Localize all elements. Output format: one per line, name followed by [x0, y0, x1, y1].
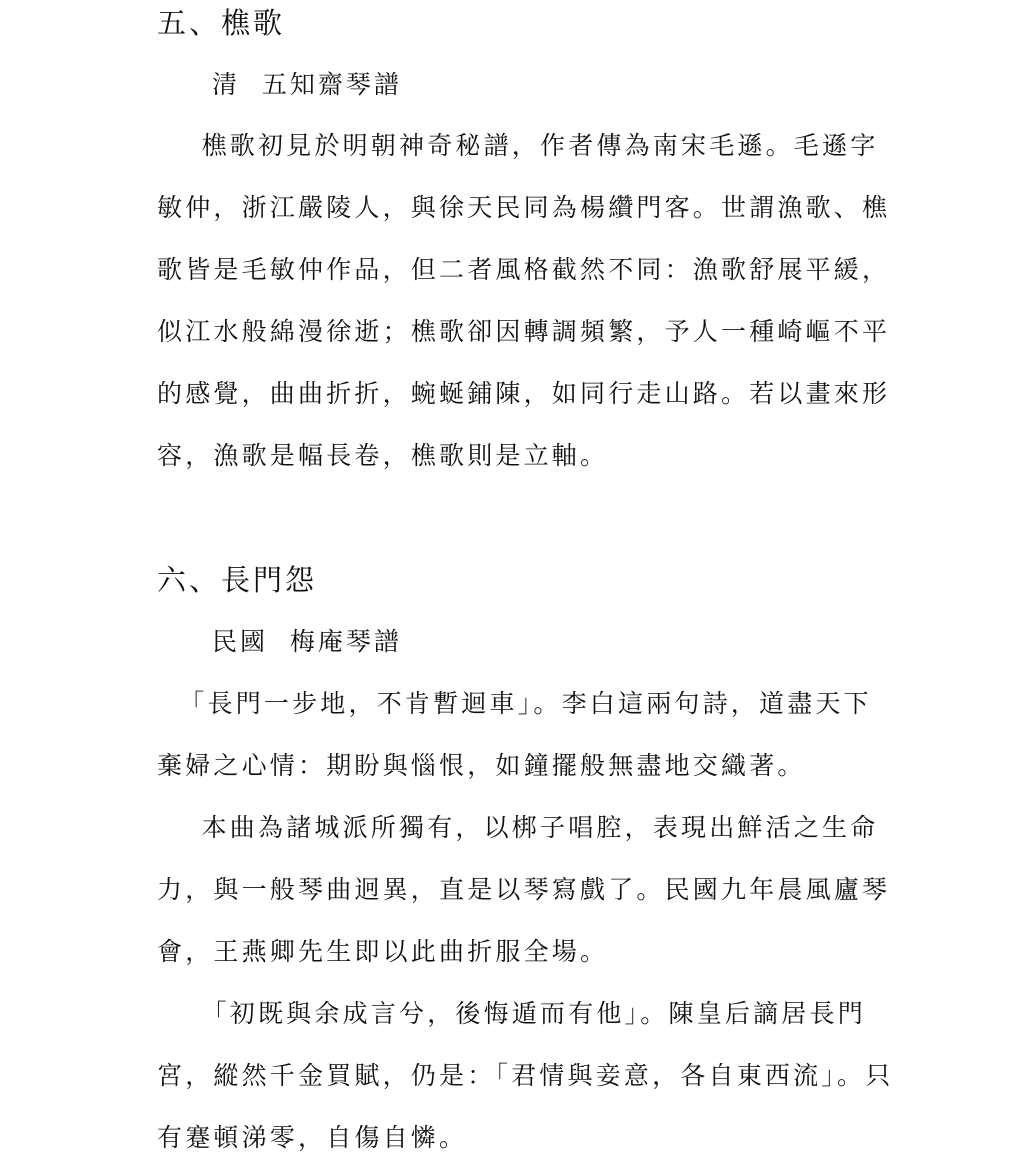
paragraph-line: 歌皆是毛敏仲作品，但二者風格截然不同：漁歌舒展平緩， [157, 255, 891, 284]
paragraph-line: 樵歌初見於明朝神奇秘譜，作者傳為南宋毛遜。毛遜字 [157, 131, 879, 160]
paragraph-line: 會，王燕卿先生即以此曲折服全場。 [157, 937, 609, 966]
paragraph-line: 有蹇頓涕零，自傷自憐。 [157, 1123, 468, 1152]
section-heading-qiaoge: 五、樵歌 [157, 6, 286, 40]
paragraph-line: 敏仲，浙江嚴陵人，與徐天民同為楊纘門客。世謂漁歌、樵 [157, 193, 891, 222]
paragraph-line: 力，與一般琴曲迥異，直是以琴寫戲了。民國九年晨風廬琴 [157, 875, 891, 904]
paragraph-line: 「初既與余成言兮，後悔遁而有他」。陳皇后謫居長門 [157, 999, 866, 1028]
paragraph-line: 棄婦之心情：期盼與惱恨，如鐘擺般無盡地交織著。 [157, 751, 806, 780]
section-source: 民國 梅庵琴譜 [212, 627, 402, 656]
paragraph-line: 容，漁歌是幅長卷，樵歌則是立軸。 [157, 441, 609, 470]
paragraph-line: 「長門一步地，不肯暫迴車」。李白這兩句詩，道盡天下 [157, 689, 872, 718]
section-source: 清 五知齋琴譜 [212, 70, 402, 99]
paragraph-line: 本曲為諸城派所獨有，以梆子唱腔，表現出鮮活之生命 [157, 813, 879, 842]
paragraph-line: 宮，縱然千金買賦，仍是：「君情與妾意，各自東西流」。只 [157, 1061, 894, 1090]
section-heading-changmenyuan: 六、長門怨 [157, 563, 318, 597]
paragraph-line: 似江水般綿漫徐逝；樵歌卻因轉調頻繁，予人一種崎嶇不平 [157, 317, 891, 346]
paragraph-line: 的感覺，曲曲折折，蜿蜒鋪陳，如同行走山路。若以畫來形 [157, 379, 891, 408]
